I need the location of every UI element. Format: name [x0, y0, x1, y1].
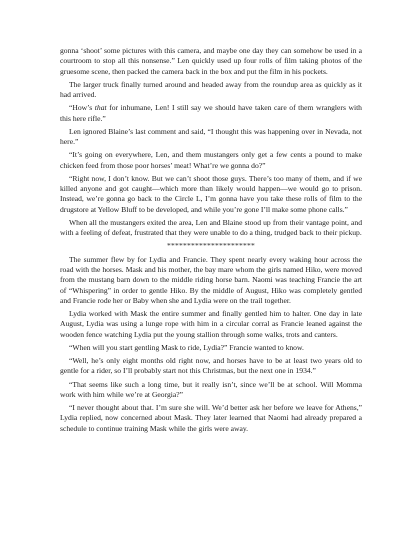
paragraph	[60, 218, 362, 239]
paragraph-text: “Well, he’s only eight months old right now, and horses have to be at least two years old to gentle for a rider, so I’ll probably start not this Christmas, but the next one in 1934.”	[60, 356, 362, 376]
paragraph	[60, 380, 362, 401]
paragraph	[60, 255, 362, 307]
paragraph-text: “When will you start gentling Mask to ride, Lydia?” Francie wanted to know.	[69, 342, 304, 352]
paragraph-text: “That seems like such a long time, but it really isn’t, since we’ll be at school. Will Momma work with him while we’re at Georgia?”	[60, 379, 362, 399]
paragraph	[60, 403, 362, 434]
paragraph-text: gonna ‘shoot’ some pictures with this camera, and maybe one day they can somehow be used in a courtroom to stop all this nonsense.” Len quickly used up four rolls of film taking photos of the gruesome scene, then packed the camera back in the box and put the film in his pockets.	[60, 46, 362, 76]
paragraph-text: Len ignored Blaine’s last comment and said, “I thought this was happening over in Nevada, not here.”	[60, 126, 362, 147]
paragraph	[60, 103, 362, 124]
paragraph-text: The larger truck finally turned around and headed away from the roundup area as quickly as it had arrived.	[60, 79, 362, 100]
paragraph	[60, 150, 362, 171]
paragraph	[60, 174, 362, 215]
emphasized-text: that	[94, 103, 107, 113]
paragraph-text: Lydia worked with Mask the entire summer and finally gentled him to halter. One day in late August, Lydia was using a lunge rope with him in a circular corral as Francie leaned against the wooden fence watching Lydia put the young stallion through some walks, trots and canters.	[60, 309, 362, 339]
paragraph-text: “It’s going on everywhere, Len, and them mustangers only get a few cents a pound to make chicken feed from those poor horses’ meat! What’re we gonna do?”	[60, 150, 362, 170]
paragraph	[60, 127, 362, 148]
paragraph-text: “Right now, I don’t know. But we can’t shoot those guys. There’s too many of them, and if we killed anyone and got caught—which more than likely would happen—we would go to prison. Instead, we’re gonna go back to the Circle L, I’m gonna have you take these rolls of film to the drugstore at Yellow Bluff to be developed, and while you’re gone I’ll make some phone calls.”	[60, 173, 362, 214]
paragraph	[60, 309, 362, 340]
paragraph-text: “I never thought about that. I’m sure she will. We’d better ask her before we leave for Athens,” Lydia replied, now concerned about Mask. They later learned that Naomi had already prepared a schedule to continue training Mask while the girls were away.	[60, 403, 362, 433]
paragraph-text: “How’s	[69, 103, 95, 113]
paragraph	[60, 343, 362, 353]
paragraph-text: The summer flew by for Lydia and Francie. They spent nearly every waking hour across the road with the horses. Mask and his mother, the bay mare whom the girls named Hiko, were moved from the mustang barn down to the middle riding horse barn. Naomi was teaching Francie the art of “Whispering” in order to gentle Hiko. By the middle of August, Hiko was completely gentled and Francie rode her or Baby when she and Lydia were on the trail together.	[60, 254, 362, 305]
paragraph-text: **********************	[167, 241, 255, 251]
paragraph-text: When all the mustangers exited the area, Len and Blaine stood up from their vantage point, and with a feeling of defeat, frustrated that they were unable to do a thing, trudged back to their pickup.	[60, 217, 362, 238]
body-text	[60, 46, 362, 434]
paragraph	[60, 356, 362, 377]
paragraph-text: for inhumane, Len! I still say we should have taken care of them wranglers with this here rifle.”	[60, 103, 362, 123]
paragraph	[60, 46, 362, 77]
section-separator	[60, 241, 362, 251]
paragraph	[60, 80, 362, 101]
